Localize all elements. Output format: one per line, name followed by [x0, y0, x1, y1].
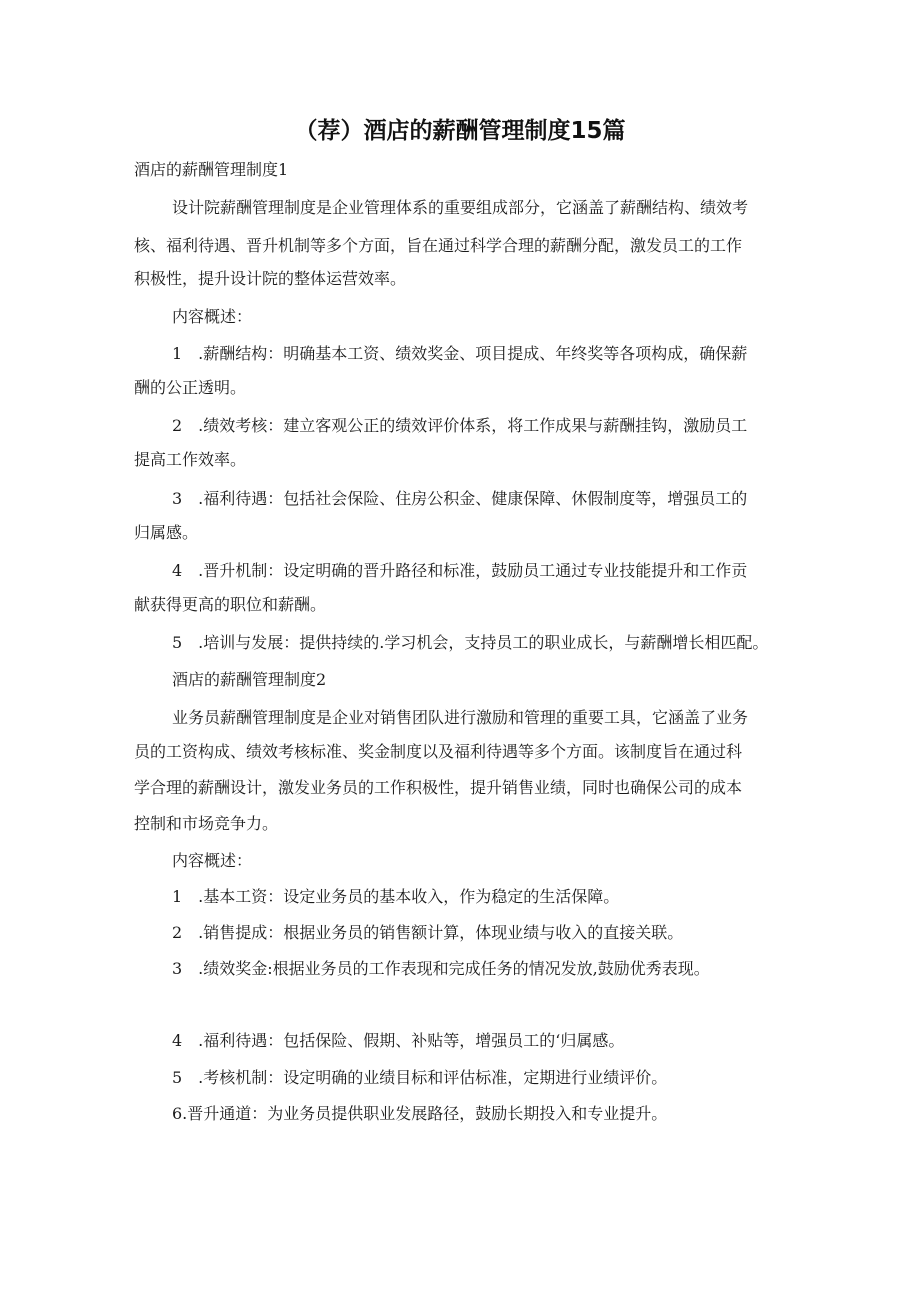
overview-label: 内容概述：	[172, 307, 253, 326]
document-title: （荐）酒店的薪酬管理制度15篇	[294, 118, 626, 144]
paragraph-line: 业务员薪酬管理制度是企业对销售团队进行激励和管理的重要工具，它涵盖了业务	[172, 708, 749, 727]
paragraph-line: 员的工资构成、绩效考核标准、奖金制度以及福利待遇等多个方面。该制度旨在通过科	[134, 742, 743, 761]
list-item: 3 .福利待遇：包括社会保险、住房公积金、健康保障、休假制度等，增强员工的	[172, 489, 748, 508]
paragraph-line: 控制和市场竞争力。	[134, 814, 279, 833]
overview-label: 内容概述：	[172, 851, 253, 870]
list-item-continuation: 酬的公正透明。	[134, 378, 247, 397]
list-item: 4 .晋升机制：设定明确的晋升路径和标准，鼓励员工通过专业技能提升和工作贡	[172, 561, 748, 580]
list-item: 6.晋升通道：为业务员提供职业发展路径，鼓励长期投入和专业提升。	[172, 1104, 668, 1123]
section-heading-2: 酒店的薪酬管理制度2	[172, 670, 327, 689]
list-item: 2 .绩效考核：建立客观公正的绩效评价体系，将工作成果与薪酬挂钩，激励员工	[172, 416, 748, 435]
list-item-continuation: 归属感。	[134, 523, 199, 542]
list-item: 4 .福利待遇：包括保险、假期、补贴等，增强员工的‘归属感。	[172, 1031, 625, 1050]
list-item: 2 .销售提成：根据业务员的销售额计算，体现业绩与收入的直接关联。	[172, 923, 684, 942]
paragraph-line: 核、福利待遇、晋升机制等多个方面，旨在通过科学合理的薪酬分配，激发员工的工作	[134, 236, 743, 255]
list-item: 5 .考核机制：设定明确的业绩目标和评估标准，定期进行业绩评价。	[172, 1068, 668, 1087]
list-item: 3 .绩效奖金:根据业务员的工作表现和完成任务的情况发放,鼓励优秀表现。	[172, 959, 710, 978]
paragraph-line: 积极性，提升设计院的整体运营效率。	[134, 269, 407, 288]
section-heading-1: 酒店的薪酬管理制度1	[134, 160, 289, 179]
list-item-continuation: 献获得更高的职位和薪酬。	[134, 595, 327, 614]
paragraph-line: 学合理的薪酬设计，激发业务员的工作积极性，提升销售业绩，同时也确保公司的成本	[134, 778, 743, 797]
list-item: 5 .培训与发展：提供持续的.学习机会，支持员工的职业成长，与薪酬增长相匹配。	[172, 633, 769, 652]
list-item-continuation: 提高工作效率。	[134, 450, 247, 469]
list-item: 1 .基本工资：设定业务员的基本收入，作为稳定的生活保障。	[172, 887, 620, 906]
paragraph-line: 设计院薪酬管理制度是企业管理体系的重要组成部分，它涵盖了薪酬结构、绩效考	[172, 198, 749, 217]
list-item: 1 .薪酬结构：明确基本工资、绩效奖金、项目提成、年终奖等各项构成，确保薪	[172, 344, 748, 363]
